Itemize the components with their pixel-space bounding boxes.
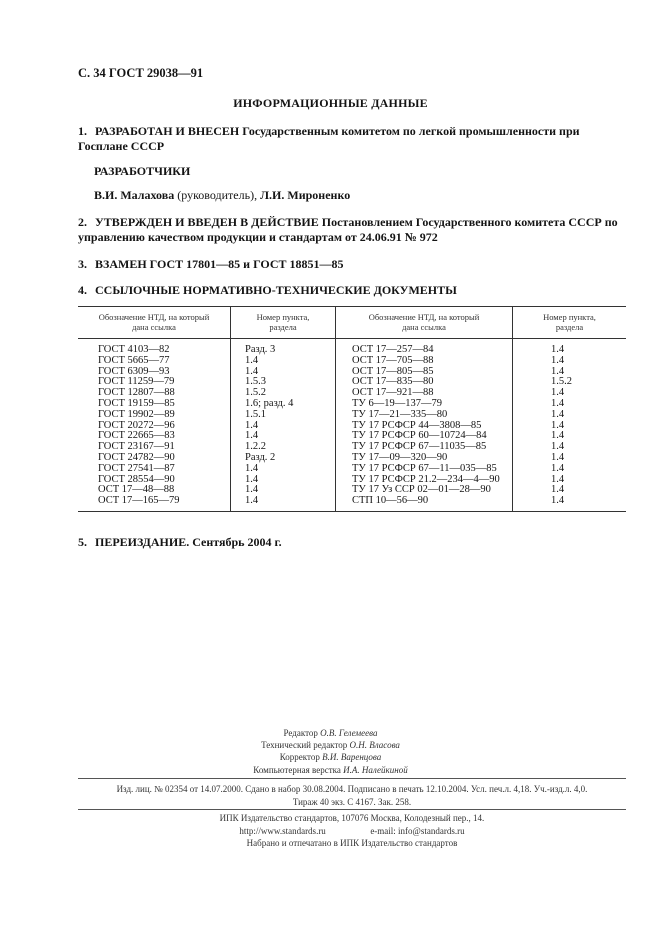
cell-clause-1: Разд. 3 xyxy=(231,339,336,356)
table-row xyxy=(78,410,626,421)
cell-ntd-2: ТУ 17 РСФСР 67—11—035—85 xyxy=(336,464,513,475)
cell-clause-2: 1.4 xyxy=(513,453,627,464)
cell-clause-2: 1.4 xyxy=(513,475,627,486)
cell-ntd-2: ТУ 17—21—335—80 xyxy=(336,410,513,421)
cell-clause-1: Разд. 2 xyxy=(231,453,336,464)
item-1-text: Государственным комитетом по легкой промышленности при Госплане СССР xyxy=(78,124,580,153)
cell-clause-1: 1.2.2 xyxy=(231,442,336,453)
page-header: С. 34 ГОСТ 29038—91 xyxy=(78,66,204,80)
table-header-row xyxy=(78,307,626,339)
cell-ntd-1: ГОСТ 6309—93 xyxy=(98,365,170,377)
section-title: ИНФОРМАЦИОННЫЕ ДАННЫЕ xyxy=(233,96,428,110)
cell-ntd-2: ОСТ 17—705—88 xyxy=(336,356,513,367)
col-header-clause-1: Номер пункта, раздела xyxy=(231,307,336,339)
item-4-text: ССЫЛОЧНЫЕ НОРМАТИВНО-ТЕХНИЧЕСКИЕ ДОКУМЕНТЫ xyxy=(95,283,457,297)
item-3-number: 3. xyxy=(78,257,87,271)
cell-ntd-1: ГОСТ 12807—88 xyxy=(98,387,175,399)
publisher-line: ИПК Издательство стандартов, 107076 Москва, Колодезный пер., 14. xyxy=(219,813,485,823)
cell-ntd-2: ОСТ 17—921—88 xyxy=(336,388,513,399)
developers-line xyxy=(94,188,624,203)
item-1-lead: РАЗРАБОТАН И ВНЕСЕН xyxy=(95,124,240,138)
developer-2-name: Л.И. Мироненко xyxy=(260,188,351,202)
cell-clause-2: 1.4 xyxy=(513,367,627,378)
cell-ntd-1: ГОСТ 22665—83 xyxy=(98,430,175,442)
cell-ntd-1: ГОСТ 19159—85 xyxy=(98,397,175,409)
col-header-ntd-1: Обозначение НТД, на который дана ссылка xyxy=(78,307,231,339)
cell-clause-1: 1.5.2 xyxy=(231,388,336,399)
cell-clause-1: 1.4 xyxy=(231,464,336,475)
imprint-bottom-rule xyxy=(78,809,626,810)
cell-clause-2: 1.4 xyxy=(513,464,627,475)
cell-clause-1: 1.4 xyxy=(231,367,336,378)
item-4-number: 4. xyxy=(78,283,87,297)
cell-clause-1: 1.4 xyxy=(231,496,336,511)
credit-tech-editor: Технический редактор О.Н. Власова xyxy=(261,740,400,751)
table-row xyxy=(78,496,626,511)
table-row xyxy=(78,356,626,367)
printed-by-line: Набрано и отпечатано в ИПК Издательство стандартов xyxy=(246,838,458,848)
developer-1-role: (руководитель), xyxy=(177,188,258,202)
cell-ntd-1: ГОСТ 24782—90 xyxy=(98,451,175,463)
item-2-text: Постановлением Государственного комитета СССР по управлению качеством продукции и стандартам от 24.06.91 № 972 xyxy=(78,215,618,244)
cell-ntd-2: ОСТ 17—835—80 xyxy=(336,377,513,388)
cell-ntd-1: ГОСТ 19902—89 xyxy=(98,408,175,420)
item-1 xyxy=(78,124,624,154)
cell-ntd-1: ГОСТ 11259—79 xyxy=(98,376,175,388)
item-2-number: 2. xyxy=(78,215,87,229)
cell-clause-1: 1.4 xyxy=(231,431,336,442)
credit-layout: Компьютерная верстка И.А. Налейкиной xyxy=(253,764,408,775)
cell-ntd-1: ОСТ 17—48—88 xyxy=(98,484,175,496)
cell-ntd-1: ГОСТ 23167—91 xyxy=(98,441,175,453)
developers-heading: РАЗРАБОТЧИКИ xyxy=(94,164,191,178)
cell-clause-2: 1.4 xyxy=(513,431,627,442)
credit-corrector: Корректор В.И. Варенцова xyxy=(279,752,382,763)
cell-clause-2: 1.4 xyxy=(513,442,627,453)
cell-clause-2: 1.4 xyxy=(513,388,627,399)
cell-clause-1: 1.4 xyxy=(231,356,336,367)
item-5-number: 5. xyxy=(78,535,87,549)
item-1-number: 1. xyxy=(78,124,87,138)
reference-documents-table xyxy=(78,306,626,512)
cell-ntd-1: ГОСТ 27541—87 xyxy=(98,462,175,474)
cell-clause-2: 1.4 xyxy=(513,356,627,367)
cell-clause-2: 1.5.2 xyxy=(513,377,627,388)
cell-ntd-2: ТУ 17 РСФСР 44—3808—85 xyxy=(336,421,513,432)
item-2-lead: УТВЕРЖДЕН И ВВЕДЕН В ДЕЙСТВИЕ xyxy=(95,215,319,229)
cell-clause-2: 1.4 xyxy=(513,339,627,356)
editorial-credits xyxy=(0,727,661,776)
cell-ntd-1: ГОСТ 28554—90 xyxy=(98,473,175,485)
cell-clause-1: 1.4 xyxy=(231,421,336,432)
cell-ntd-2: ТУ 17 РСФСР 60—10724—84 xyxy=(336,431,513,442)
cell-clause-1: 1.4 xyxy=(231,475,336,486)
cell-clause-2: 1.4 xyxy=(513,496,627,511)
imprint-line-2: Тираж 40 экз. С 4167. Зак. 258. xyxy=(292,796,412,807)
imprint-block xyxy=(78,783,626,808)
cell-clause-2: 1.4 xyxy=(513,485,627,496)
cell-clause-2: 1.4 xyxy=(513,421,627,432)
table-row xyxy=(78,464,626,475)
cell-clause-2: 1.4 xyxy=(513,399,627,410)
credit-editor: Редактор О.В. Гелемеева xyxy=(283,728,378,738)
cell-ntd-2: ТУ 17 Уз ССР 02—01—28—90 xyxy=(336,485,513,496)
col-header-clause-2: Номер пункта, раздела xyxy=(513,307,627,339)
table-row xyxy=(78,339,626,356)
cell-ntd-1: ОСТ 17—165—79 xyxy=(78,496,231,511)
item-2 xyxy=(78,215,624,245)
col-header-ntd-2: Обозначение НТД, на который дана ссылка xyxy=(336,307,513,339)
cell-ntd-2: СТП 10—56—90 xyxy=(336,496,513,511)
cell-ntd-1: ГОСТ 5665—77 xyxy=(98,354,170,366)
item-3-text: ВЗАМЕН ГОСТ 17801—85 и ГОСТ 18851—85 xyxy=(95,257,344,271)
imprint-line-1: Изд. лиц. № 02354 от 14.07.2000. Сдано в набор 30.08.2004. Подписано в печать 12.10.2004. Усл. печ.л. 4,18. Уч.-изд.л. 4,0. xyxy=(116,784,588,794)
cell-clause-1: 1.4 xyxy=(231,485,336,496)
item-5 xyxy=(78,535,282,550)
cell-ntd-2: ОСТ 17—805—85 xyxy=(336,367,513,378)
developer-1-name: В.И. Малахова xyxy=(94,188,175,202)
cell-ntd-2: ТУ 17—09—320—90 xyxy=(336,453,513,464)
publisher-block xyxy=(78,812,626,850)
publisher-web: http://www.standards.ru xyxy=(239,825,326,836)
table-body xyxy=(78,339,626,512)
cell-ntd-2: ТУ 17 РСФСР 21.2—234—4—90 xyxy=(336,475,513,486)
item-5-text: ПЕРЕИЗДАНИЕ. Сентябрь 2004 г. xyxy=(95,535,282,549)
imprint-top-rule xyxy=(78,778,626,779)
publisher-email: e-mail: info@standards.ru xyxy=(370,825,465,836)
cell-ntd-1: ГОСТ 4103—82 xyxy=(98,344,170,355)
publisher-contacts xyxy=(78,825,626,838)
cell-ntd-1: ГОСТ 20272—96 xyxy=(98,419,175,431)
cell-ntd-2: ОСТ 17—257—84 xyxy=(336,339,513,356)
cell-ntd-2: ТУ 17 РСФСР 67—11035—85 xyxy=(336,442,513,453)
item-4 xyxy=(78,283,457,298)
cell-clause-1: 1.6; разд. 4 xyxy=(231,399,336,410)
item-3 xyxy=(78,257,344,272)
cell-clause-2: 1.4 xyxy=(513,410,627,421)
cell-clause-1: 1.5.3 xyxy=(231,377,336,388)
cell-ntd-2: ТУ 6—19—137—79 xyxy=(336,399,513,410)
cell-clause-1: 1.5.1 xyxy=(231,410,336,421)
